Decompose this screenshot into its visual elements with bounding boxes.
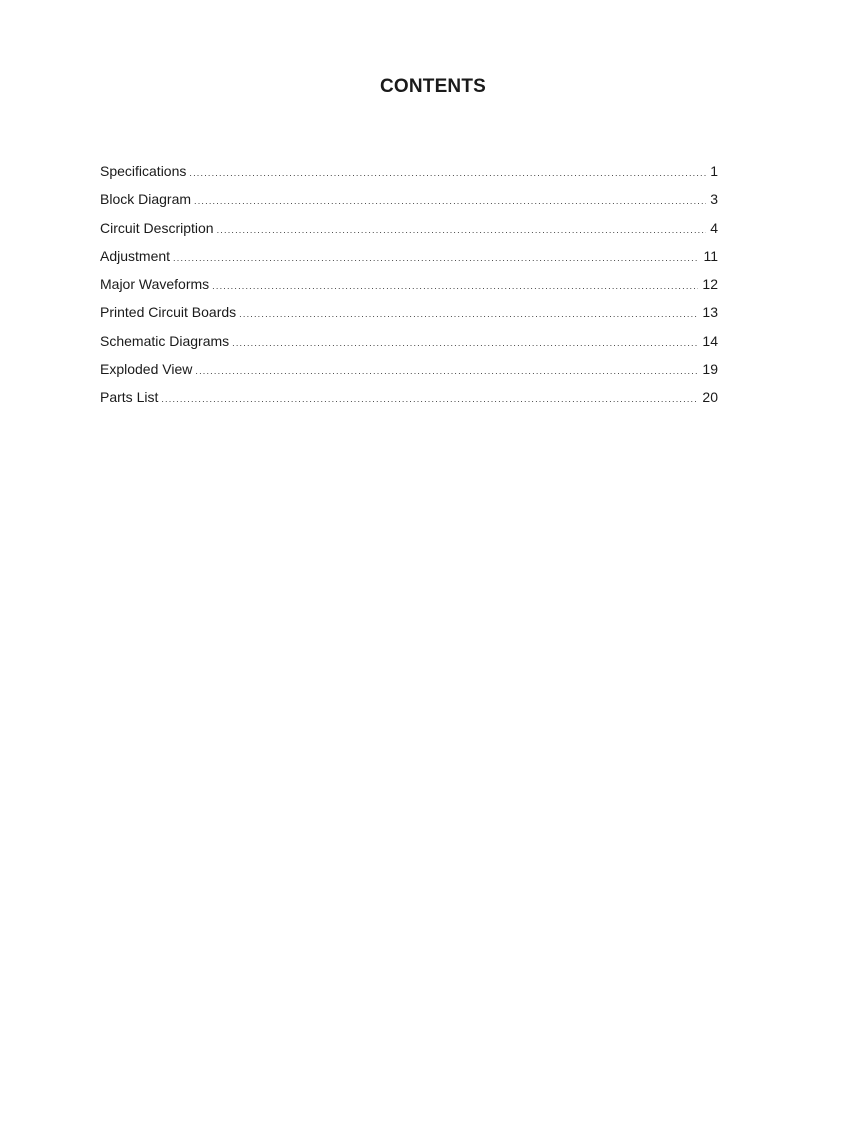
table-of-contents (100, 160, 718, 415)
toc-entry-specifications[interactable] (100, 160, 718, 188)
toc-entry-schematic-diagrams[interactable] (100, 330, 718, 358)
toc-entry-page-number: 11 (703, 247, 718, 264)
toc-entry-label: Specifications (100, 163, 187, 179)
toc-entry-page-number: 1 (710, 163, 718, 179)
toc-entry-parts-list[interactable] (100, 386, 718, 414)
toc-entry-printed-circuit-boards[interactable] (100, 301, 718, 329)
toc-entry-label: Printed Circuit Boards (100, 304, 237, 321)
dot-leader (189, 162, 706, 184)
toc-entry-label: Parts List (100, 389, 159, 406)
dot-leader (239, 303, 698, 325)
toc-entry-label: Adjustment (100, 247, 171, 264)
dot-leader (195, 360, 698, 382)
toc-entry-page-number: 14 (702, 332, 718, 349)
toc-entry-label: Schematic Diagrams (100, 332, 230, 349)
toc-entry-major-waveforms[interactable] (100, 273, 718, 301)
toc-entry-circuit-description[interactable] (100, 217, 718, 245)
toc-entry-page-number: 4 (710, 219, 718, 236)
toc-entry-page-number: 3 (710, 191, 718, 208)
toc-entry-exploded-view[interactable] (100, 358, 718, 386)
dot-leader (232, 332, 698, 354)
toc-entry-page-number: 19 (702, 361, 718, 378)
toc-entry-label: Circuit Description (100, 219, 214, 236)
toc-entry-label: Exploded View (100, 361, 193, 378)
dot-leader (217, 219, 707, 241)
dot-leader (173, 247, 699, 269)
toc-entry-page-number: 13 (702, 304, 718, 321)
toc-entry-block-diagram[interactable] (100, 188, 718, 216)
toc-entry-page-number: 12 (702, 276, 718, 293)
toc-entry-page-number: 20 (702, 389, 718, 406)
dot-leader (212, 275, 698, 297)
dot-leader (194, 190, 706, 212)
toc-entry-adjustment[interactable] (100, 245, 718, 273)
toc-entry-label: Block Diagram (100, 191, 192, 208)
dot-leader (161, 388, 698, 410)
toc-entry-label: Major Waveforms (100, 276, 210, 293)
page-title: CONTENTS (379, 76, 487, 97)
